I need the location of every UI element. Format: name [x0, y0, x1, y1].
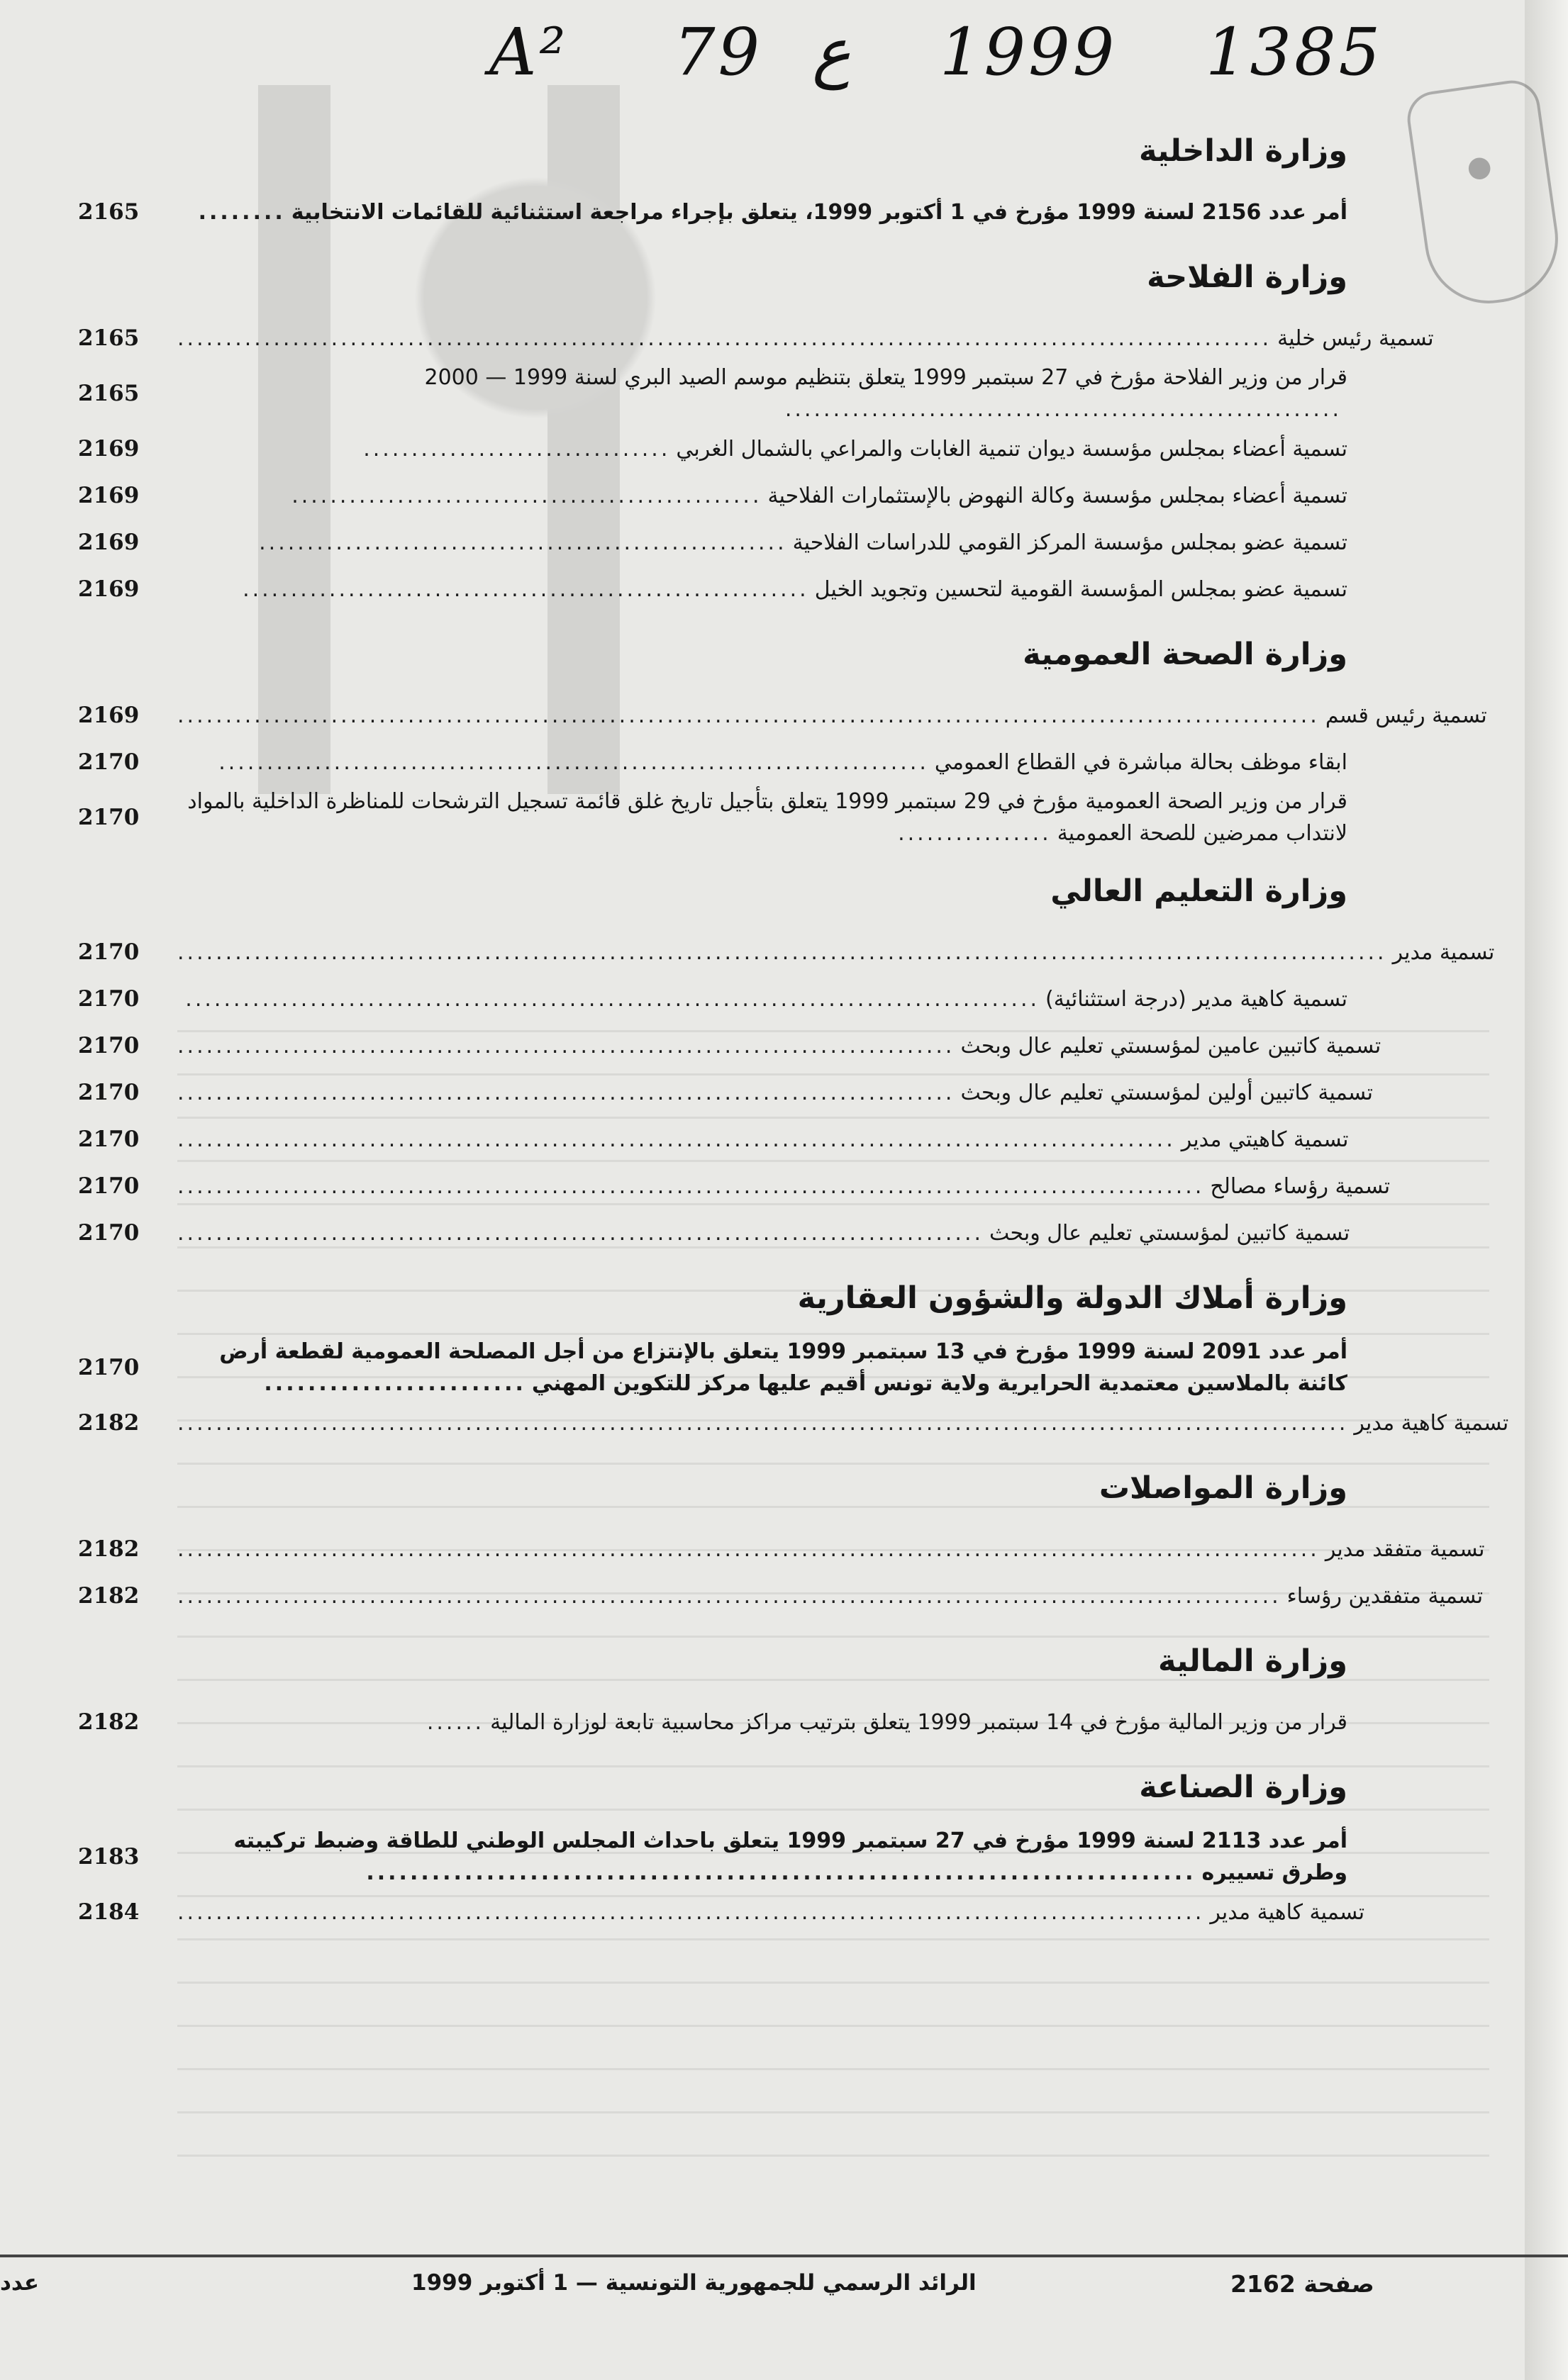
section-heading: وزارة الداخلية — [1139, 133, 1347, 169]
page-number: 2182 — [78, 1583, 140, 1609]
handwriting-e: ع — [812, 14, 851, 90]
toc-row[interactable] — [78, 1163, 1391, 1209]
page-number: 2170 — [78, 749, 140, 775]
toc-entry: تسمية كاهيتي مدير........................................................................................................ — [177, 1127, 1349, 1152]
toc-row[interactable] — [78, 1572, 1484, 1619]
section-interior — [78, 133, 1347, 235]
page-number: 2165 — [78, 325, 140, 351]
page-number: 2170 — [78, 1220, 140, 1246]
toc-entry: تسمية متفقدين رؤساء................................................................................................................... — [177, 1583, 1484, 1609]
toc-row[interactable] — [78, 1116, 1347, 1163]
toc-row[interactable] — [78, 1889, 1365, 1935]
toc-entry: تسمية كاهية مدير (درجة استثنائية)......................................................................................... — [185, 986, 1347, 1012]
toc-entry: تسمية كاهية مدير........................................................................................................... — [177, 1899, 1365, 1925]
toc-row[interactable] — [78, 1399, 1509, 1446]
section-heading: وزارة المواصلات — [1099, 1470, 1347, 1506]
section-agriculture — [78, 259, 1434, 613]
section-heading: وزارة التعليم العالي — [1050, 873, 1347, 909]
page-number: 2169 — [78, 530, 140, 555]
toc-entry: أمر عدد 2113 لسنة 1999 مؤرخ في 27 سبتمبر 1999 يتعلق باحداث المجلس الوطني للطاقة وضبط تركيبته وطرق تسييره............................................................................ — [233, 1828, 1347, 1885]
toc-entry: ابقاء موظف بحالة مباشرة في القطاع العمومي.......................................................................... — [218, 749, 1347, 775]
toc-entry: تسمية رئيس قسم....................................................................................................................... — [177, 703, 1487, 728]
page-number: 2170 — [78, 805, 140, 830]
section-heading: وزارة المالية — [1158, 1643, 1347, 1679]
toc-row[interactable] — [78, 929, 1495, 976]
toc-entry: قرار من وزير الفلاحة مؤرخ في 27 سبتمبر 1999 يتعلق بتنظيم موسم الصيد البري لسنة 1999 — 2000.......................................................... — [424, 365, 1347, 422]
toc-entry: قرار من وزير المالية مؤرخ في 14 سبتمبر 1999 يتعلق بترتيب مراكز محاسبية تابعة لوزارة المالية...... — [426, 1709, 1347, 1735]
page-number: 2182 — [78, 1709, 140, 1735]
toc-row[interactable] — [78, 519, 1347, 566]
section-finance — [78, 1643, 1347, 1745]
page-number: 2170 — [78, 939, 140, 965]
toc-row[interactable] — [78, 1336, 1347, 1399]
toc-entry: تسمية متفقد مدير....................................................................................................................... — [177, 1536, 1485, 1562]
toc-row[interactable] — [78, 976, 1347, 1022]
page-edge — [1525, 0, 1568, 2380]
toc-entry: تسمية رئيس خلية.................................................................................................................. — [177, 325, 1434, 351]
page-number: 2170 — [78, 986, 140, 1012]
toc-row[interactable] — [78, 472, 1347, 519]
toc-entry: قرار من وزير الصحة العمومية مؤرخ في 29 سبتمبر 1999 يتعلق بتأجيل تاريخ غلق قائمة تسجيل الترشحات للمناظرة الداخلية بالمواد لانتداب ممرضين للصحة العمومية................ — [187, 789, 1347, 846]
toc-row[interactable] — [78, 566, 1347, 613]
footer-title: الرائد الرسمي للجمهورية التونسية — 1 أكتوبر 1999 — [411, 2270, 977, 2296]
table-of-contents — [78, 121, 1509, 1960]
page-number: 2183 — [78, 1844, 140, 1870]
page-number: 2182 — [78, 1536, 140, 1562]
toc-row[interactable] — [78, 1699, 1347, 1745]
toc-entry: تسمية عضو بمجلس مؤسسة المركز القومي للدراسات الفلاحية....................................................... — [259, 530, 1347, 555]
handwriting-year: 1999 — [940, 14, 1118, 90]
toc-row[interactable] — [78, 1209, 1350, 1256]
handwriting-a2: A² — [489, 14, 569, 90]
page-footer — [0, 2255, 1568, 2308]
section-higher-education — [78, 873, 1495, 1256]
section-public-health — [78, 637, 1487, 849]
page-number: 2169 — [78, 703, 140, 728]
page-number: 2182 — [78, 1410, 140, 1436]
toc-row[interactable] — [78, 189, 1347, 235]
toc-row[interactable] — [78, 1825, 1347, 1889]
toc-row[interactable] — [78, 739, 1347, 786]
toc-entry: تسمية كاتبين لمؤسستي تعليم عال وبحث.................................................................................... — [177, 1220, 1350, 1246]
toc-entry: تسمية كاتبين أولين لمؤسستي تعليم عال وبحث................................................................................. — [177, 1080, 1374, 1105]
toc-entry: تسمية رؤساء مصالح........................................................................................................... — [177, 1173, 1391, 1199]
toc-row[interactable] — [78, 786, 1347, 849]
page-number: 2169 — [78, 483, 140, 508]
page-number: 2170 — [78, 1080, 140, 1105]
toc-entry: تسمية كاهية مدير.......................................................................................................................... — [177, 1410, 1509, 1436]
page-number: 2170 — [78, 1173, 140, 1199]
toc-row[interactable] — [78, 1526, 1485, 1572]
toc-row[interactable] — [78, 425, 1347, 472]
page-number: 2170 — [78, 1355, 140, 1380]
section-heading: وزارة الفلاحة — [1147, 259, 1347, 295]
toc-row[interactable] — [78, 315, 1434, 362]
toc-entry: أمر عدد 2156 لسنة 1999 مؤرخ في 1 أكتوبر 1999، يتعلق بإجراء مراجعة استثنائية للقائمات الانتخابية........ — [198, 199, 1347, 225]
section-transport — [78, 1470, 1485, 1619]
toc-entry: أمر عدد 2091 لسنة 1999 مؤرخ في 13 سبتمبر 1999 يتعلق بالإنتزاع من أجل المصلحة العمومية لقطعة أرض كائنة بالملاسين معتمدية الحرايرية ولاية تونس أقيم عليها مركز للتكوين المهني........................ — [219, 1339, 1347, 1396]
page-number: 2169 — [78, 576, 140, 602]
toc-row[interactable] — [78, 1069, 1374, 1116]
toc-entry: تسمية أعضاء بمجلس مؤسسة وكالة النهوض بالإستثمارات الفلاحية................................................. — [291, 483, 1347, 508]
section-heading: وزارة أملاك الدولة والشؤون العقارية — [797, 1280, 1347, 1316]
footer-page-number: صفحة 2162 — [1230, 2270, 1374, 2298]
toc-row[interactable] — [78, 1022, 1381, 1069]
footer-edge-label: عدد — [0, 2270, 39, 2296]
section-heading: وزارة الصحة العمومية — [1023, 637, 1347, 672]
page-number: 2165 — [78, 381, 140, 406]
page-number: 2165 — [78, 199, 140, 225]
section-heading: وزارة الصناعة — [1139, 1770, 1347, 1805]
section-state-property — [78, 1280, 1509, 1446]
stamp-seal: ● — [1403, 77, 1566, 311]
toc-row[interactable] — [78, 362, 1347, 425]
toc-entry: تسمية عضو بمجلس المؤسسة القومية لتحسين وتجويد الخيل........................................................... — [243, 576, 1347, 602]
page-number: 2170 — [78, 1033, 140, 1058]
section-industry — [78, 1770, 1365, 1935]
page-number: 2169 — [78, 436, 140, 462]
toc-entry: تسمية أعضاء بمجلس مؤسسة ديوان تنمية الغابات والمراعي بالشمال الغربي................................ — [363, 436, 1347, 462]
toc-entry: تسمية مدير.............................................................................................................................. — [177, 939, 1495, 965]
page-number: 2184 — [78, 1899, 140, 1925]
toc-row[interactable] — [78, 692, 1487, 739]
toc-entry: تسمية كاتبين عامين لمؤسستي تعليم عال وبحث................................................................................. — [177, 1033, 1381, 1058]
page-number: 2170 — [78, 1127, 140, 1152]
handwriting-79: 79 — [674, 14, 763, 90]
handwriting-number: 1385 — [1206, 14, 1384, 90]
